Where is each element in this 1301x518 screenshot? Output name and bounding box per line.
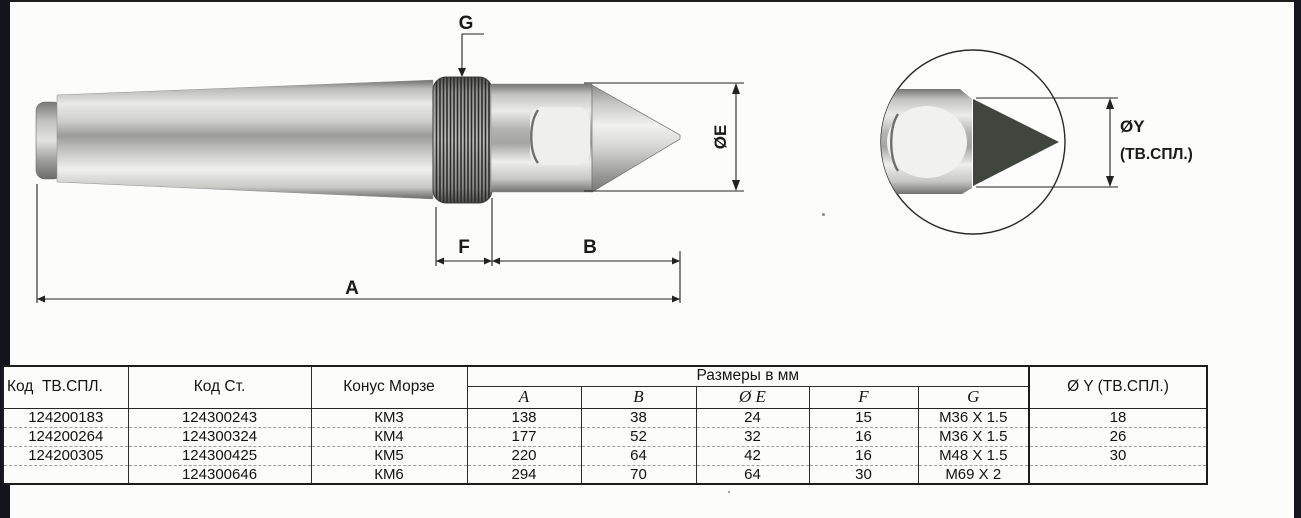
- dim-label-g: G: [458, 13, 474, 34]
- morse-taper-shank: [57, 80, 433, 199]
- cell-g: M36 X 1.5: [918, 408, 1029, 427]
- col-header-diameter-y: Ø Y (ТВ.СПЛ.): [1029, 366, 1207, 408]
- cell-f: 15: [809, 408, 918, 427]
- col-header-g: G: [918, 386, 1029, 408]
- dim-label-b: B: [583, 237, 597, 258]
- cell-code-steel: 124300425: [128, 446, 311, 465]
- cell-oy: 18: [1029, 408, 1207, 427]
- cell-morse: КМ4: [311, 427, 467, 446]
- cell-a: 177: [467, 427, 581, 446]
- cell-e: 42: [696, 446, 809, 465]
- col-header-dimensions-group: Размеры в мм: [467, 366, 1029, 386]
- center-point-cone: [592, 85, 680, 192]
- cell-code-carbide: 124200264: [3, 427, 128, 446]
- thread-section: [433, 75, 492, 205]
- table-row: [3, 408, 1207, 427]
- col-header-morse-taper: Конус Морзе: [311, 366, 467, 408]
- cell-oy: [1029, 465, 1207, 484]
- table-row: [3, 465, 1207, 484]
- col-header-f: F: [809, 386, 918, 408]
- dimension-f: [436, 237, 492, 265]
- cell-a: 294: [467, 465, 581, 484]
- cell-code-steel: 124300324: [128, 427, 311, 446]
- scan-speck: [728, 491, 730, 493]
- cell-g: M36 X 1.5: [918, 427, 1029, 446]
- cell-code-steel: 124300243: [128, 408, 311, 427]
- dim-label-diameter-e: ØE: [711, 124, 730, 150]
- table-row: [3, 446, 1207, 465]
- cell-a: 138: [467, 408, 581, 427]
- dimension-b: [492, 237, 680, 265]
- cell-b: 52: [581, 427, 696, 446]
- dim-label-diameter-y: ØY: [1120, 117, 1145, 136]
- dim-label-a: A: [345, 278, 359, 299]
- cell-b: 38: [581, 408, 696, 427]
- carbide-tip-detail-view: [881, 50, 1193, 234]
- cell-f: 30: [809, 465, 918, 484]
- cell-code-carbide: 124200183: [3, 408, 128, 427]
- cell-g: M69 X 2: [918, 465, 1029, 484]
- dim-label-carbide-note: (ТВ.СПЛ.): [1120, 146, 1193, 163]
- col-header-code-steel: Код Ст.: [128, 366, 311, 408]
- dimension-table: [2, 365, 1208, 485]
- milled-flat: [530, 107, 590, 165]
- col-header-a: A: [467, 386, 581, 408]
- dimension-g: [458, 13, 484, 77]
- col-header-code-carbide: Код ТВ.СПЛ.: [3, 366, 128, 408]
- cell-b: 64: [581, 446, 696, 465]
- cell-e: 32: [696, 427, 809, 446]
- col-header-b: B: [581, 386, 696, 408]
- dimension-a: [37, 278, 680, 303]
- cell-code-steel: 124300646: [128, 465, 311, 484]
- cell-code-carbide: 124200305: [3, 446, 128, 465]
- table-row: [3, 427, 1207, 446]
- cell-f: 16: [809, 446, 918, 465]
- cell-e: 64: [696, 465, 809, 484]
- dim-label-f: F: [458, 237, 470, 258]
- cell-morse: КМ5: [311, 446, 467, 465]
- dead-center-side-view: [36, 75, 680, 205]
- cell-morse: КМ6: [311, 465, 467, 484]
- cell-code-carbide: [3, 465, 128, 484]
- cell-f: 16: [809, 427, 918, 446]
- col-header-e: Ø E: [696, 386, 809, 408]
- header-row-main: [3, 366, 1207, 386]
- cell-oy: 30: [1029, 446, 1207, 465]
- detail-flat: [887, 106, 967, 178]
- cell-e: 24: [696, 408, 809, 427]
- cell-a: 220: [467, 446, 581, 465]
- cell-b: 70: [581, 465, 696, 484]
- cell-oy: 26: [1029, 427, 1207, 446]
- cell-g: M48 X 1.5: [918, 446, 1029, 465]
- cell-morse: КМ3: [311, 408, 467, 427]
